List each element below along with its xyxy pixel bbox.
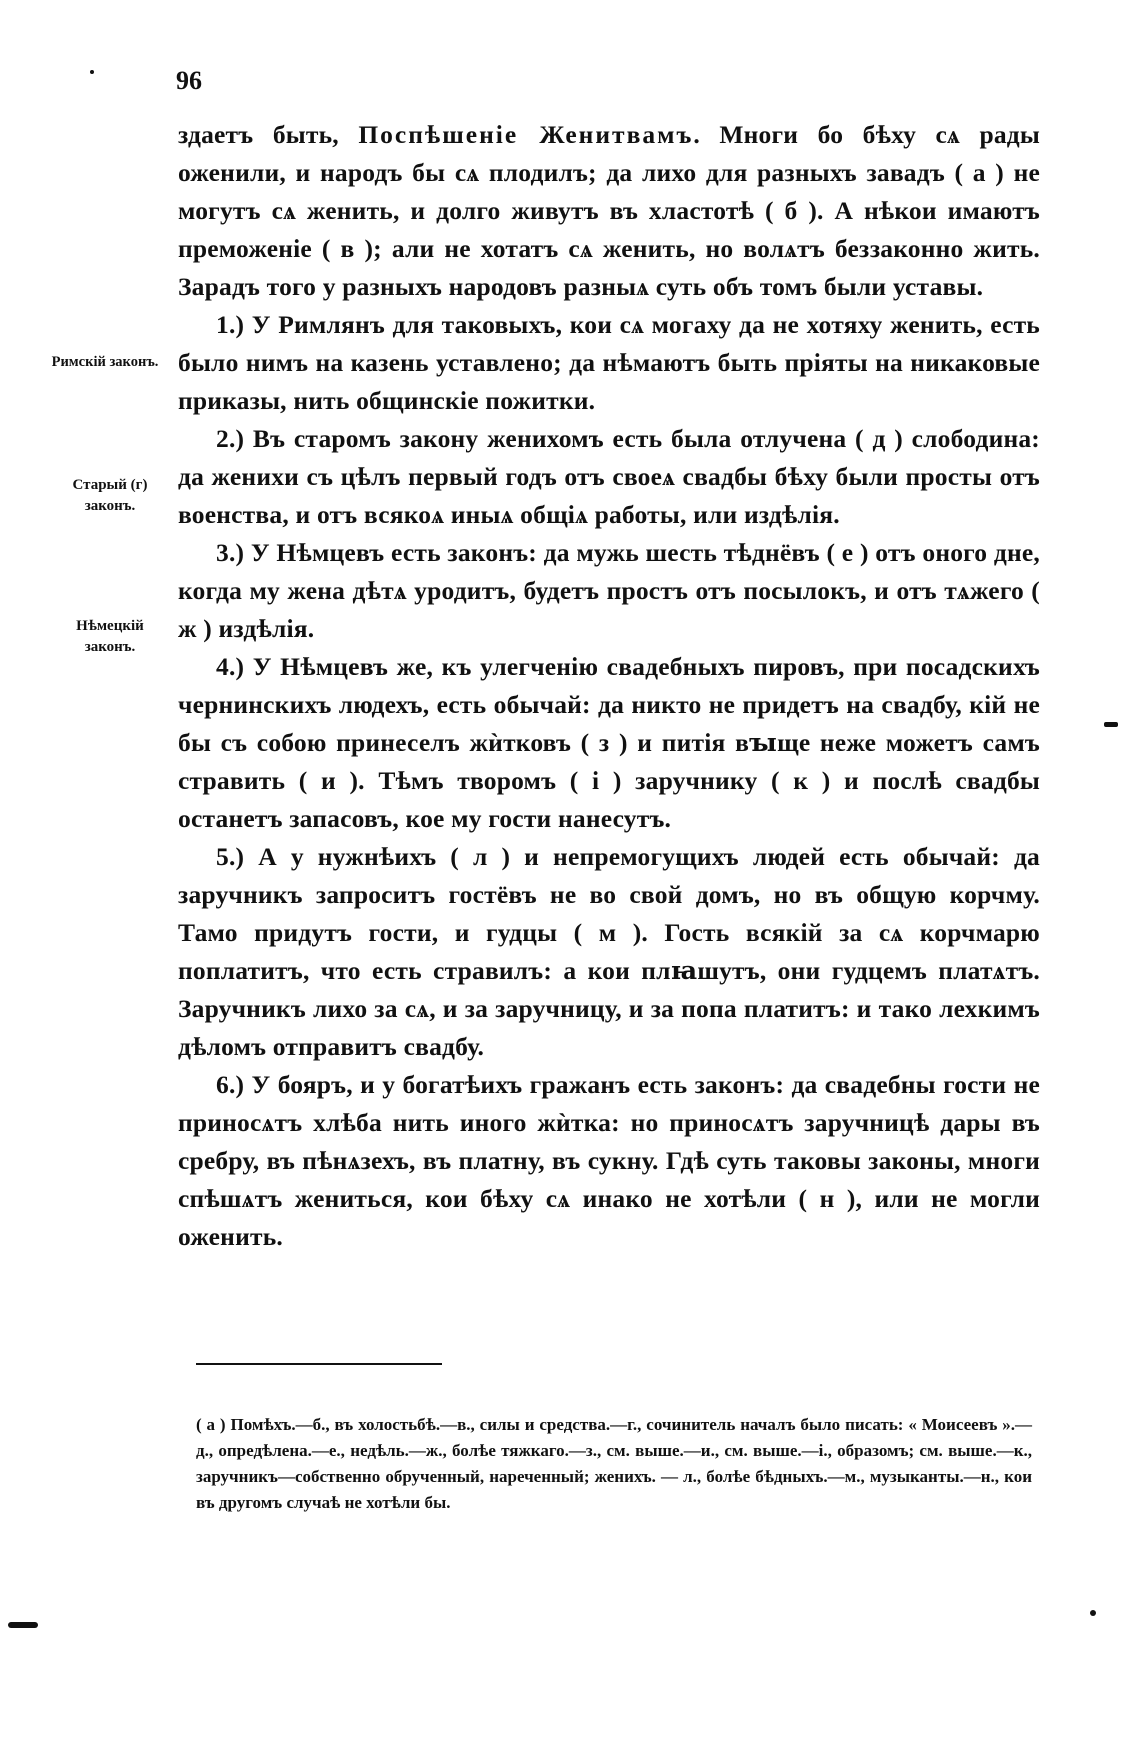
margin-note-roman-text: Римскій законъ. [51, 354, 159, 370]
scan-mark-dot [1090, 1610, 1096, 1616]
scan-mark-top [90, 70, 94, 74]
scan-mark-right [1104, 722, 1118, 727]
paragraph-3: 3.) У Нѣмцевъ есть законъ: да мужь шесть тѣднёвъ ( е ) отъ оного дне, когда му жена дѣтѧ уродитъ, будетъ простъ отъ посылокъ, и отъ тѧжего ( ж ) издѣлія. [178, 538, 1040, 643]
margin-note-old-line1: Старый (г) [72, 477, 148, 493]
margin-note-german-law [40, 616, 180, 658]
margin-note-old-law [40, 475, 180, 517]
margin-note-german-line2: законъ. [84, 639, 136, 655]
paragraph-2: 2.) Въ старомъ закону женихомъ есть была отлучена ( д ) слободина: да женихи съ цѣлъ первый годъ отъ своеѧ свадбы бѣху были просты отъ военства, и отъ всякоѧ иныѧ общіѧ работы, или издѣлія. [178, 424, 1040, 529]
scan-mark-left [8, 1622, 38, 1628]
page-number: 96 [176, 66, 202, 95]
margin-note-old-line2: законъ. [84, 498, 136, 514]
paragraph-intro [178, 116, 1040, 306]
paragraph-5: 5.) А у нужнѣихъ ( л ) и непремогущихъ людей есть обычай: да заручникъ запроситъ гостёвъ не во свой домъ, но въ общую корчму. Тамо придутъ гости, и гудцы ( м ). Гость всякій за сѧ корчмарю поплатитъ, что есть стравилъ: а кои плꙗшутъ, они гудцемъ платѧтъ. Заручникъ лихо за сѧ, и за заручницу, и за попа платитъ: и тако лехкимъ дѣломъ отправитъ свадбу. [178, 842, 1040, 1061]
paragraph-1: 1.) У Римлянъ для таковыхъ, кои сѧ могаху да не хотяху женить, есть было нимъ на казень уставлено; да нѣмаютъ быть пріяты на никаковые приказы, нить общинскіе пожитки. [178, 310, 1040, 415]
intro-emphasis: Поспѣшеніе Женитвамъ [358, 120, 694, 149]
paragraph-4: 4.) У Нѣмцевъ же, къ улегченію свадебныхъ пировъ, при посадскихъ чернинскихъ людехъ, есть обычай: да никто не придетъ на свадбу, кій не бы съ собою принеселъ жѝтковъ ( з ) и питія вꙑще неже можетъ самъ стравить ( и ). Тѣмъ творомъ ( і ) заручнику ( к ) и послѣ свадбы останетъ запасовъ, кое му гости нанесутъ. [178, 652, 1040, 833]
main-text [178, 116, 1040, 1256]
intro-lead: здаетъ быть, [178, 120, 359, 149]
intro-rest: . Многи бо бѣху сѧ рады оженили, и народъ бы сѧ плодилъ; да лихо для разныхъ завадъ ( а ) не могутъ сѧ женить, и долго живутъ въ хластотѣ ( б ). А нѣкои имаютъ преможеніе ( в ); али не хотатъ сѧ женить, но волѧтъ беззаконно жить. Зарадъ того у разныхъ народовъ разныѧ суть объ томъ были уставы. [178, 120, 1040, 301]
paragraph-6: 6.) У бояръ, и у богатѣихъ гражанъ есть законъ: да свадебны гости не приносѧтъ хлѣба нить иного жѝтка: но приносѧтъ заручницѣ дары въ сребру, въ пѣнѧзехъ, въ платну, въ сукну. Гдѣ суть таковы законы, многи спѣшѧтъ жениться, кои бѣху сѧ инако не хотѣли ( н ), или не могли оженить. [178, 1070, 1040, 1251]
margin-note-german-line1: Нѣмецкій [76, 618, 144, 634]
margin-note-roman-law [30, 352, 180, 373]
footnotes: ( а ) Помѣхъ.—б., въ холостьбѣ.—в., силы и средства.—г., сочинитель началъ было писать: « Моисеевъ ».—д., опредѣлена.—е., недѣль.—ж., болѣе тяжкаго.—з., см. выше.—и., см. выше.—і., образомъ; см. выше.—к., заручникъ—собственно обрученный, нареченный; женихъ. — л., болѣе бѣдныхъ.—м., музыканты.—н., кои въ другомъ случаѣ не хотѣли бы. [196, 1415, 1032, 1512]
footnote-rule [196, 1363, 442, 1365]
